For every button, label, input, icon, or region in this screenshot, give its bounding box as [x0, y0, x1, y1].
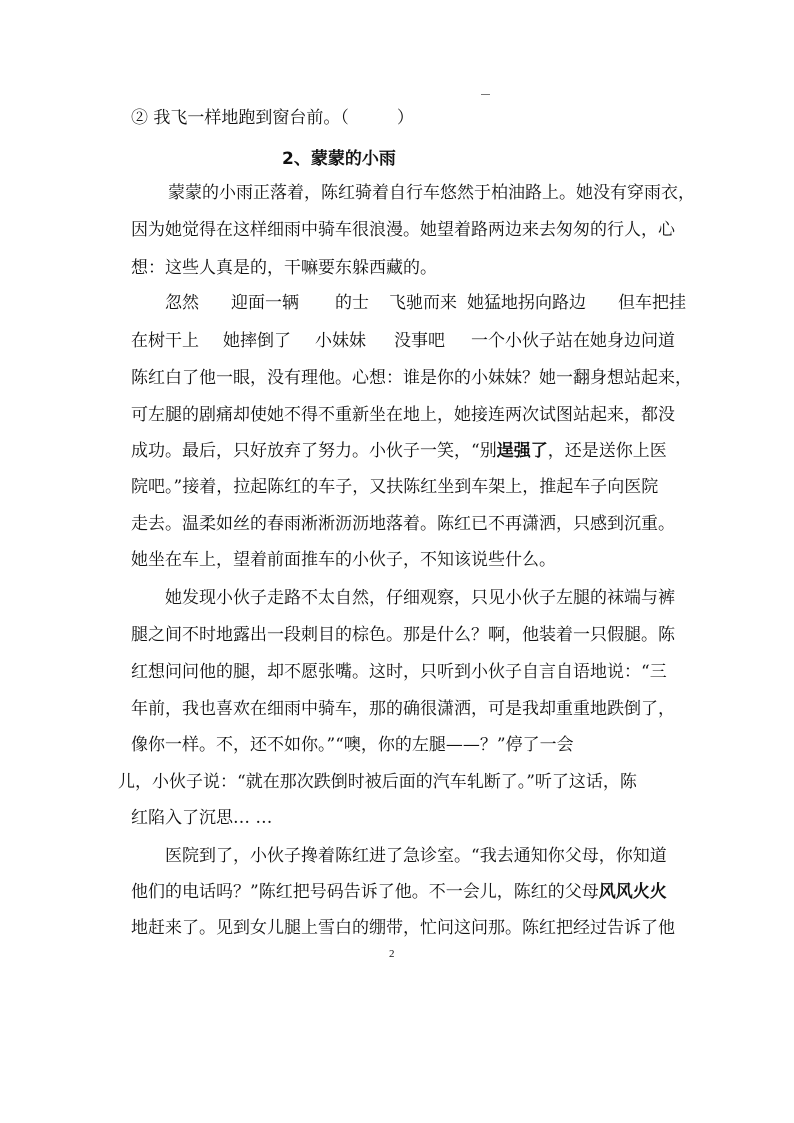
paragraph-line: 成功。最后，只好放弃了努力。小伙子一笑，“别逞强了，还是送你上医 — [131, 441, 667, 461]
question-text: ② 我飞一样地跑到窗台前。（ — [131, 108, 349, 128]
paragraph-line: 蒙蒙的小雨正落着，陈红骑着自行车悠然于柏油路上。她没有穿雨衣， — [168, 183, 695, 203]
paragraph-line: 医院到了，小伙子搀着陈红进了急诊室。“我去通知你父母，你知道 — [165, 846, 667, 866]
blank-segment: 的士 — [335, 293, 369, 313]
paragraph-line: 陈红白了他一眼，没有理他。心想：谁是你的小妹妹？她一翻身想站起来， — [131, 368, 692, 388]
bold-phrase: 逞强了 — [496, 441, 548, 461]
paragraph-line: 因为她觉得在这样细雨中骑车很浪漫。她望着路两边来去匆匆的行人，心 — [131, 220, 675, 240]
blank-segment: 飞驰而来 — [389, 293, 457, 313]
blank-segment: 她猛地拐向路边 — [467, 293, 586, 313]
blank-segment: 迎面一辆 — [231, 293, 299, 313]
paragraph-line: 像你一样。不，还不如你。”“噢，你的左腿——？”停了一会 — [131, 735, 574, 755]
story-title: 2、蒙蒙的小雨 — [282, 149, 396, 169]
paragraph-line: 走去。温柔如丝的春雨淅淅沥沥地落着。陈红已不再潇洒，只感到沉重。 — [131, 514, 675, 534]
paragraph-line: 想：这些人真是的，干嘛要东躲西藏的。 — [131, 258, 437, 278]
punctuation-exercise-line-1 — [165, 292, 686, 314]
paragraph-line: 年前，我也喜欢在细雨中骑车，那的确很潇洒，可是我却重重地跌倒了， — [131, 699, 675, 719]
question-line — [131, 107, 414, 129]
blank-segment: 她摔倒了 — [223, 331, 291, 351]
paragraph-line: 腿之间不时地露出一段刺目的棕色。那是什么？啊，他装着一只假腿。陈 — [131, 625, 675, 645]
scan-mark — [481, 94, 490, 95]
paragraph-line: 院吧。”接着，拉起陈红的车子，又扶陈红坐到车架上，推起车子向医院 — [131, 477, 659, 497]
paragraph-line: 她坐在车上，望着前面推车的小伙子，不知该说些什么。 — [131, 550, 556, 570]
paragraph-line: 她发现小伙子走路不太自然，仔细观察，只见小伙子左腿的袜端与裤 — [165, 588, 675, 608]
paragraph-line: 地赶来了。见到女儿腿上雪白的绷带，忙问这问那。陈红把经过告诉了他 — [131, 918, 675, 938]
blank-segment: 小妹妹 — [315, 331, 366, 351]
question-close: ） — [396, 108, 414, 128]
punctuation-exercise-line-2 — [131, 330, 675, 352]
blank-segment: 没事吧 — [394, 331, 445, 351]
bold-phrase: 风风火火 — [598, 882, 667, 902]
paragraph-line: 他们的电话吗？”陈红把号码告诉了他。不一会儿，陈红的父母风风火火 — [131, 882, 667, 902]
paragraph-line: 儿，小伙子说：“就在那次跌倒时被后面的汽车轧断了。”听了这话，陈 — [118, 772, 637, 792]
blank-segment: 在树干上 — [131, 331, 199, 351]
blank-segment: 但车把挂 — [618, 293, 686, 313]
paragraph-line: 红陷入了沉思… … — [131, 808, 273, 828]
page-number: 2 — [389, 948, 395, 960]
paragraph-line: 红想问问他的腿，却不愿张嘴。这时，只听到小伙子自言自语地说：“三 — [131, 662, 667, 682]
blank-segment: 一个小伙子站在她身边问道 — [471, 331, 675, 351]
blank-segment: 忽然 — [165, 293, 199, 313]
paragraph-line: 可左腿的剧痛却使她不得不重新坐在地上，她接连两次试图站起来，都没 — [131, 405, 675, 425]
